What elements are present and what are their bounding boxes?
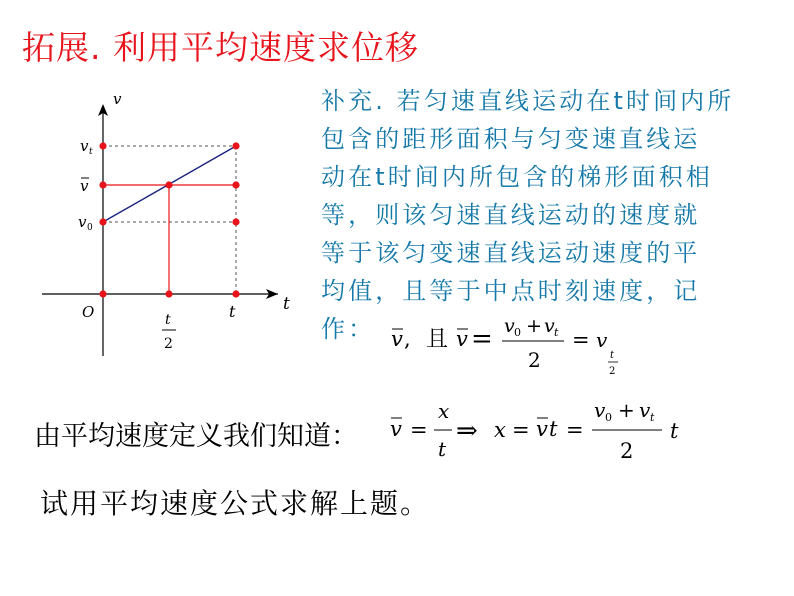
vt-label-sub: t — [89, 147, 93, 157]
formula1-eq2: = — [572, 328, 590, 352]
supplement-line: 动在t时间内所包含的梯形面积相 — [321, 163, 713, 191]
formula2-eq2: = — [512, 418, 530, 442]
displacement-formula — [358, 396, 698, 468]
supplement-line: 等，则该匀速直线运动的速度就 — [321, 201, 701, 229]
formula1-rhs: v — [596, 328, 608, 352]
formula2-vbar-t: v — [536, 417, 548, 441]
vt-label: v — [80, 137, 89, 155]
formula2-tail-t: t — [670, 419, 679, 443]
formula1-and: 且 — [426, 327, 449, 352]
supplement-line: 补充. 若匀速直线运动在t时间内所 — [321, 87, 735, 115]
formula2-eq1: = — [410, 418, 428, 442]
main-text: 由平均速度定义我们知道： — [34, 421, 358, 452]
formula1-rhs-sub-den: 2 — [609, 366, 616, 377]
formula1-v: v — [391, 327, 403, 351]
supplement-paragraph — [321, 82, 761, 348]
mean-velocity-lines — [103, 185, 236, 294]
mean-velocity-formula — [386, 312, 646, 384]
axes — [42, 108, 278, 356]
formula2-frac1-num: x — [438, 399, 450, 423]
formula2-plus: + — [618, 398, 635, 422]
supplement-line: 均值，且等于中点时刻速度，记 — [321, 277, 701, 305]
formula2-num-vt-sub: t — [650, 411, 655, 424]
formula2-vbar: v — [390, 417, 402, 441]
formula2-den: 2 — [620, 439, 634, 463]
x-axis-label: t — [283, 294, 290, 314]
supplement-line: 作： — [321, 315, 376, 343]
formula2-frac1-den: t — [438, 437, 447, 461]
formula1-num-vt: v — [544, 315, 555, 337]
x-tick-half-den: 2 — [164, 336, 173, 352]
formula1-eq: = — [471, 324, 493, 354]
v0-label: v — [78, 213, 87, 231]
formula1-rhs-sub-num: t — [610, 350, 615, 361]
formula1-num-vt-sub: t — [554, 326, 559, 339]
formula2-eq3: = — [566, 418, 584, 442]
formula2-implies: ⇒ — [456, 416, 478, 446]
supplement-line: 包含的距形面积与匀变速直线运 — [321, 125, 701, 153]
formula1-num-v0-sub: 0 — [514, 326, 521, 339]
vbar-label: v — [80, 177, 89, 195]
formula2-t: t — [549, 417, 558, 441]
formula2-num-v0-sub: 0 — [605, 411, 612, 424]
formula1-num-v0: v — [504, 315, 515, 337]
formula1-comma: , — [404, 327, 411, 351]
v0-label-sub: 0 — [87, 223, 93, 233]
origin-label: O — [82, 303, 95, 321]
formula1-den: 2 — [528, 348, 541, 372]
x-tick-t: t — [229, 302, 236, 321]
page-title: 拓展. 利用平均速度求位移 — [22, 28, 419, 67]
formula2-num-v0: v — [594, 398, 606, 422]
formula1-vbar: v — [456, 327, 468, 351]
x-tick-half-num: t — [165, 312, 171, 328]
y-axis-label: v — [113, 90, 122, 108]
exercise-prompt: 试用平均速度公式求解上题。 — [40, 487, 431, 520]
formula2-num-vt: v — [639, 398, 651, 422]
formula1-plus: + — [526, 315, 542, 337]
formula2-x: x — [494, 418, 506, 442]
supplement-line: 等于该匀变速直线运动速度的平 — [321, 239, 701, 267]
